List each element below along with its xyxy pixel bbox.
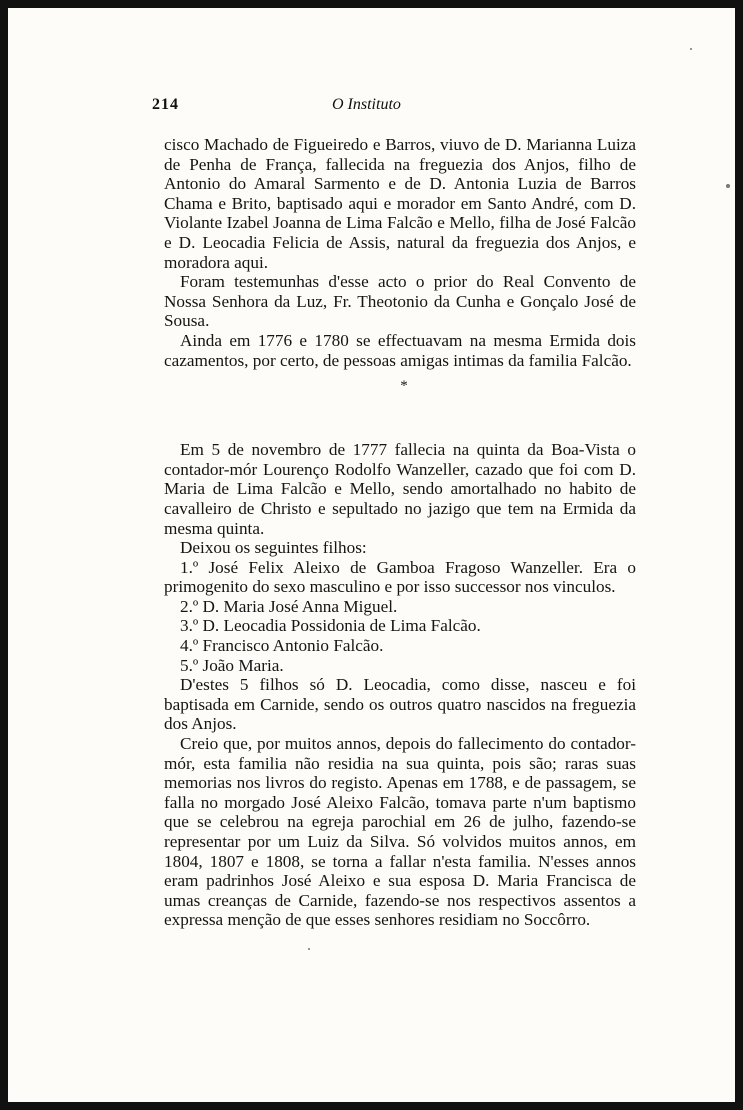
scan-speck (690, 48, 692, 50)
paragraph-witnesses: Foram testemunhas d'esse acto o prior do Real Convento de Nossa Senhora da Luz, Fr. Theotonio da Cunha e Gonçalo José de Sousa. (164, 272, 636, 331)
paragraph-baptism: D'estes 5 filhos só D. Leocadia, como disse, nasceu e foi baptisada em Carnide, sendo os outros quatro nascidos na freguezia dos Anjos. (164, 675, 636, 734)
book-page (8, 8, 735, 1102)
list-item-child-3: 3.º D. Leocadia Possidonia de Lima Falcão. (180, 616, 481, 636)
list-item-child-2: 2.º D. Maria José Anna Miguel. (180, 596, 398, 616)
scan-speck (726, 184, 730, 188)
page-number: 214 (152, 96, 179, 113)
list-item-child-5: 5.º João Maria. (180, 655, 284, 675)
paragraph-residence: Creio que, por muitos annos, depois do fallecimento do contador-mór, esta familia não residia na sua quinta, pois são; raras suas memorias nos livros do registo. Apenas em 1788, e de passagem, se falla no morgado José Aleixo Falcão, tomava parte n'um baptismo que se celebrou na egreja parochial em 26 de julho, fazendo-se representar por um Luiz da Silva. Só volvidos muitos annos, em 1804, 1807 e 1808, se torna a fallar n'esta familia. N'esses annos eram padrinhos José Aleixo e sua esposa D. Maria Francisca de umas creanças de Carnide, fazendo-se nos respectivos assentos a expressa menção de que esses senhores residiam no Soccôrro. (164, 734, 636, 930)
scan-speck (308, 948, 310, 950)
paragraph-death: Em 5 de novembro de 1777 fallecia na quinta da Boa-Vista o contador-mór Lourenço Rodolfo Wanzeller, cazado que foi com D. Maria de Lima Falcão e Mello, sendo amortalhado no habito de cavalleiro de Christo e sepultado no jazigo que tem na Ermida da mesma quinta. (164, 440, 636, 538)
paragraph-continuation: cisco Machado de Figueiredo e Barros, viuvo de D. Marianna Luiza de Penha de França, fallecida na freguezia dos Anjos, filho de Antonio do Amaral Sarmento e de D. Antonia Luzia de Barros Chama e Brito, baptisado aqui e morador em Santo André, com D. Violante Izabel Joanna de Lima Falcão e Mello, filha de José Falcão e D. Leocadia Felicia de Assis, natural da freguezia dos Anjos, e moradora aqui. (164, 135, 636, 272)
list-item-child-1: 1.º José Felix Aleixo de Gamboa Fragoso Wanzeller. Era o primogenito do sexo masculino e por isso successor nos vinculos. (164, 557, 636, 597)
running-title: O Instituto (332, 96, 401, 113)
paragraph-marriages: Ainda em 1776 e 1780 se effectuavam na mesma Ermida dois cazamentos, por certo, de pessoas amigas intimas da familia Falcão. (164, 330, 636, 370)
list-item-child-4: 4.º Francisco Antonio Falcão. (180, 636, 384, 656)
section-separator: * (400, 378, 408, 395)
paragraph-children-intro: Deixou os seguintes filhos: (180, 538, 367, 558)
body-text (164, 135, 636, 930)
